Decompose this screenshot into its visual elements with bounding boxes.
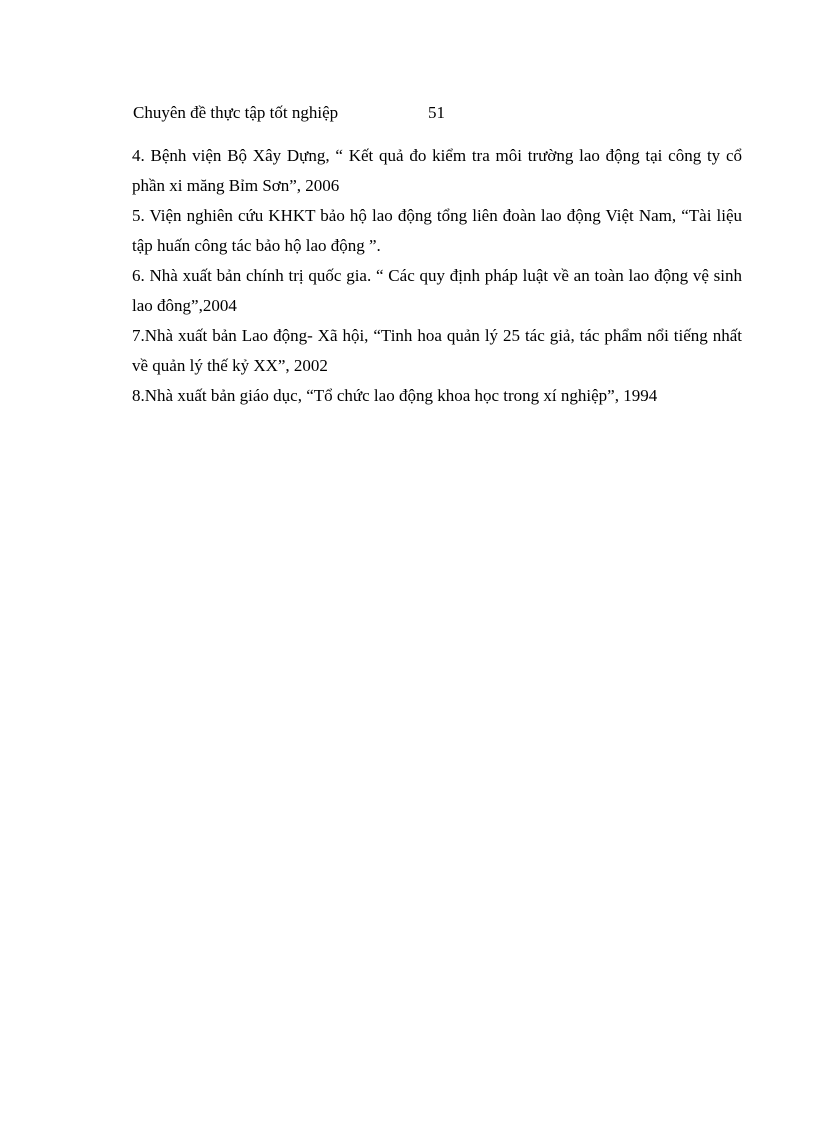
header-title: Chuyên đề thực tập tốt nghiệp xyxy=(133,103,339,122)
reference-item: 4. Bệnh viện Bộ Xây Dựng, “ Kết quả đo kiểm tra môi trường lao động tại công ty cổ phần xi măng Bỉm Sơn”, 2006 xyxy=(132,146,742,195)
page-header xyxy=(133,100,593,126)
page-number: 51 xyxy=(428,103,445,122)
reference-item: 6. Nhà xuất bản chính trị quốc gia. “ Các quy định pháp luật về an toàn lao động vệ sinh lao đông”,2004 xyxy=(132,266,742,315)
reference-item: 5. Viện nghiên cứu KHKT bảo hộ lao động tổng liên đoàn lao động Việt Nam, “Tài liệu tập huấn công tác bảo hộ lao động ”. xyxy=(132,206,742,255)
reference-item: 8.Nhà xuất bản giáo dục, “Tổ chức lao động khoa học trong xí nghiệp”, 1994 xyxy=(132,386,658,405)
reference-list xyxy=(132,141,742,411)
reference-item: 7.Nhà xuất bản Lao động- Xã hội, “Tinh hoa quản lý 25 tác giả, tác phẩm nổi tiếng nhất về quản lý thế kỷ XX”, 2002 xyxy=(132,326,742,375)
